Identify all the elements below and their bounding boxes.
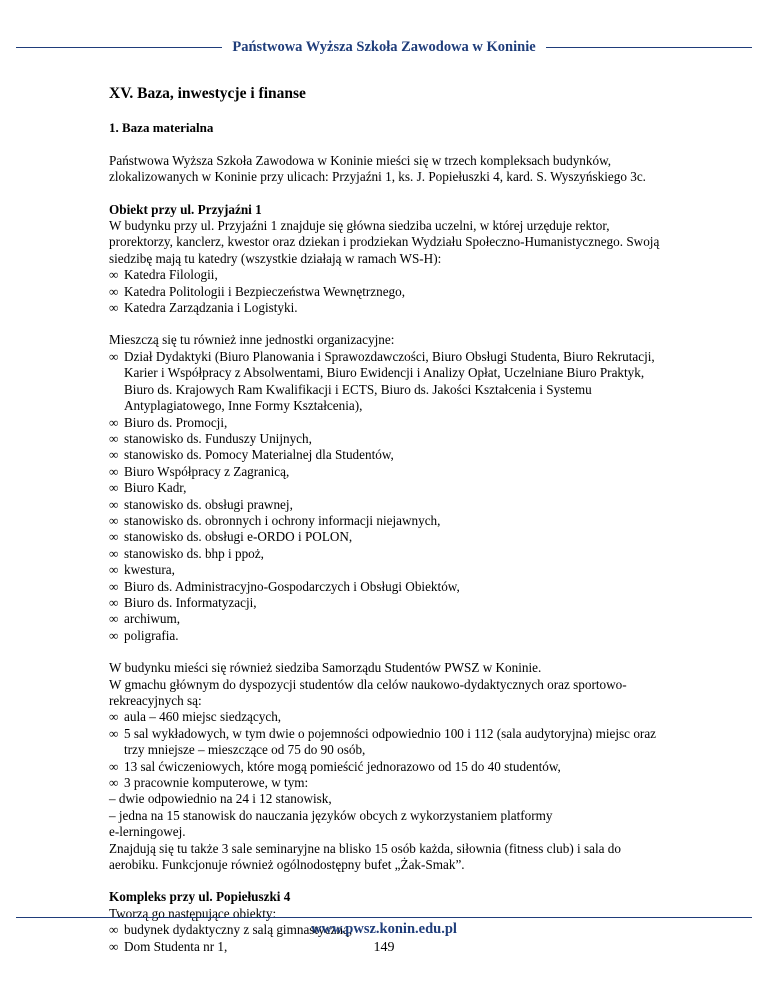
list-item: ∞ stanowisko ds. obsługi prawnej, (109, 496, 293, 512)
list-item: ∞ Biuro Kadr, (109, 480, 187, 496)
list-item: ∞ 3 pracownie komputerowe, w tym: (109, 775, 309, 791)
gmach-text: W gmachu głównym do dyspozycji studentów dla celów naukowo-dydaktycznych oraz sportowo-rekreacyjnych są: (109, 676, 627, 708)
footer-rule (16, 917, 752, 918)
katedry-list (109, 267, 669, 316)
bullet-icon: ∞ (109, 283, 119, 299)
page-content (109, 80, 669, 955)
list-item: ∞ archiwum, (109, 611, 181, 627)
bullet-icon: ∞ (109, 627, 119, 643)
list-item: ∞ stanowisko ds. Funduszy Unijnych, (109, 430, 312, 446)
bullet-icon: ∞ (109, 414, 119, 430)
bullet-icon: ∞ (109, 430, 119, 446)
list-item: ∞ Biuro ds. Promocji, (109, 414, 228, 430)
list-item: ∞ budynek dydaktyczny z salą gimnastyczną, (109, 922, 353, 938)
list-item: ∞ kwestura, (109, 562, 175, 578)
bullet-icon: ∞ (109, 529, 119, 545)
bullet-icon: ∞ (109, 725, 119, 741)
facilities-list (109, 709, 669, 791)
list-item: ∞ 5 sal wykładowych, w tym dwie o pojemności odpowiednio 100 i 112 (sala audytoryjna) miejsc oraz trzy mniejsze – mieszczące od 75 do 90 osób, (109, 725, 657, 758)
list-item: ∞ Dział Dydaktyki (Biuro Planowania i Sprawozdawczości, Biuro Obsługi Studenta, Biuro Rekrutacji, Karier i Współpracy z Absolwentami, Biuro Ewidencji i Analizy Opłat, Uczelniane Biuro Praktyk, Biuro ds. Krajowych Ram Kwalifikacji i ECTS, Biuro ds. Jakości Kształcenia i Systemu Antyplagiatowego, Inne Formy Kształcenia), (109, 348, 655, 414)
bullet-icon: ∞ (109, 611, 119, 627)
dash-line: – jedna na 15 stanowisk do nauczania języków obcych z wykorzystaniem platformy (109, 807, 553, 823)
header-rule-right (546, 47, 752, 48)
footer-url: www.pwsz.konin.edu.pl (311, 921, 457, 937)
intro-paragraph: Państwowa Wyższa Szkoła Zawodowa w Koninie mieści się w trzech kompleksach budynków, zlokalizowanych w Koninie przy ulicach: Przyjaźni 1, ks. J. Popiełuszki 4, kard. S. Wyszyńskiego 3c. (109, 152, 646, 185)
dash-line: – dwie odpowiednio na 24 i 12 stanowisk, (109, 791, 332, 807)
header-rule-left (16, 47, 222, 48)
closing-text: Znajdują się tu także 3 sale seminaryjne na blisko 15 osób każda, siłownia (fitness club) i sala do aerobiku. Funkcjonuje również ogólnodostępny bufet „Żak-Smak”. (109, 840, 621, 873)
bullet-icon: ∞ (109, 496, 119, 512)
list-item: ∞ stanowisko ds. Pomocy Materialnej dla Studentów, (109, 447, 394, 463)
bullet-icon: ∞ (109, 578, 119, 594)
units-intro: Mieszczą się tu również inne jednostki organizacyjne: (109, 332, 395, 348)
bullet-icon: ∞ (109, 594, 119, 610)
bullet-icon: ∞ (109, 938, 119, 954)
header-title: Państwowa Wyższa Szkoła Zawodowa w Koninie (232, 38, 536, 55)
list-item: ∞ Katedra Filologii, (109, 267, 218, 283)
bullet-icon: ∞ (109, 709, 119, 725)
bullet-icon: ∞ (109, 562, 119, 578)
list-item: ∞ stanowisko ds. bhp i ppoż, (109, 545, 264, 561)
bullet-icon: ∞ (109, 480, 119, 496)
bullet-icon: ∞ (109, 775, 119, 791)
list-item: ∞ Katedra Politologii i Bezpieczeństwa Wewnętrznego, (109, 283, 406, 299)
list-item: ∞ aula – 460 miejsc siedzących, (109, 709, 282, 725)
page-header (16, 36, 752, 58)
list-item: ∞ stanowisko ds. obsługi e-ORDO i POLON, (109, 529, 353, 545)
bullet-icon: ∞ (109, 922, 119, 938)
list-item: ∞ Biuro ds. Administracyjno-Gospodarczych i Obsługi Obiektów, (109, 578, 460, 594)
obiekt-przyjazni-heading: Obiekt przy ul. Przyjaźni 1 (109, 201, 262, 217)
bullet-icon: ∞ (109, 758, 119, 774)
section-title: XV. Baza, inwestycje i finanse (109, 85, 306, 102)
samorzad-text: W budynku mieści się również siedziba Samorządu Studentów PWSZ w Koninie. (109, 660, 542, 676)
bullet-icon: ∞ (109, 267, 119, 283)
subsection-title: 1. Baza materialna (109, 120, 214, 136)
kompleks-popieluszki-heading: Kompleks przy ul. Popiełuszki 4 (109, 889, 291, 905)
units-list (109, 349, 669, 644)
list-item: ∞ Dom Studenta nr 1, (109, 938, 228, 954)
list-item: ∞ stanowisko ds. obronnych i ochrony informacji niejawnych, (109, 512, 441, 528)
kompleks-popieluszki-text: Tworzą go następujące obiekty: (109, 905, 277, 921)
bullet-icon: ∞ (109, 512, 119, 528)
list-item: ∞ Biuro Współpracy z Zagranicą, (109, 463, 290, 479)
bullet-icon: ∞ (109, 463, 119, 479)
list-item: ∞ poligrafia. (109, 627, 179, 643)
bullet-icon: ∞ (109, 545, 119, 561)
bullet-icon: ∞ (109, 447, 119, 463)
bullet-icon: ∞ (109, 300, 119, 316)
page-number: 149 (373, 940, 395, 955)
list-item: ∞ Biuro ds. Informatyzacji, (109, 594, 257, 610)
elearning-text: e-lerningowej. (109, 824, 186, 840)
list-item: ∞ Katedra Zarządzania i Logistyki. (109, 300, 298, 316)
list-item: ∞ 13 sal ćwiczeniowych, które mogą pomieścić jednorazowo od 15 do 40 studentów, (109, 758, 561, 774)
bullet-icon: ∞ (109, 348, 119, 364)
obiekt-przyjazni-text: W budynku przy ul. Przyjaźni 1 znajduje się główna siedziba uczelni, w której urzęduje rektor, prorektorzy, kanclerz, kwestor oraz dziekan i prodziekan Wydziału Społeczno-Humanistycznego. Swoją siedzibę mają tu katedry (wszystkie działają w ramach WS-H): (109, 218, 660, 266)
